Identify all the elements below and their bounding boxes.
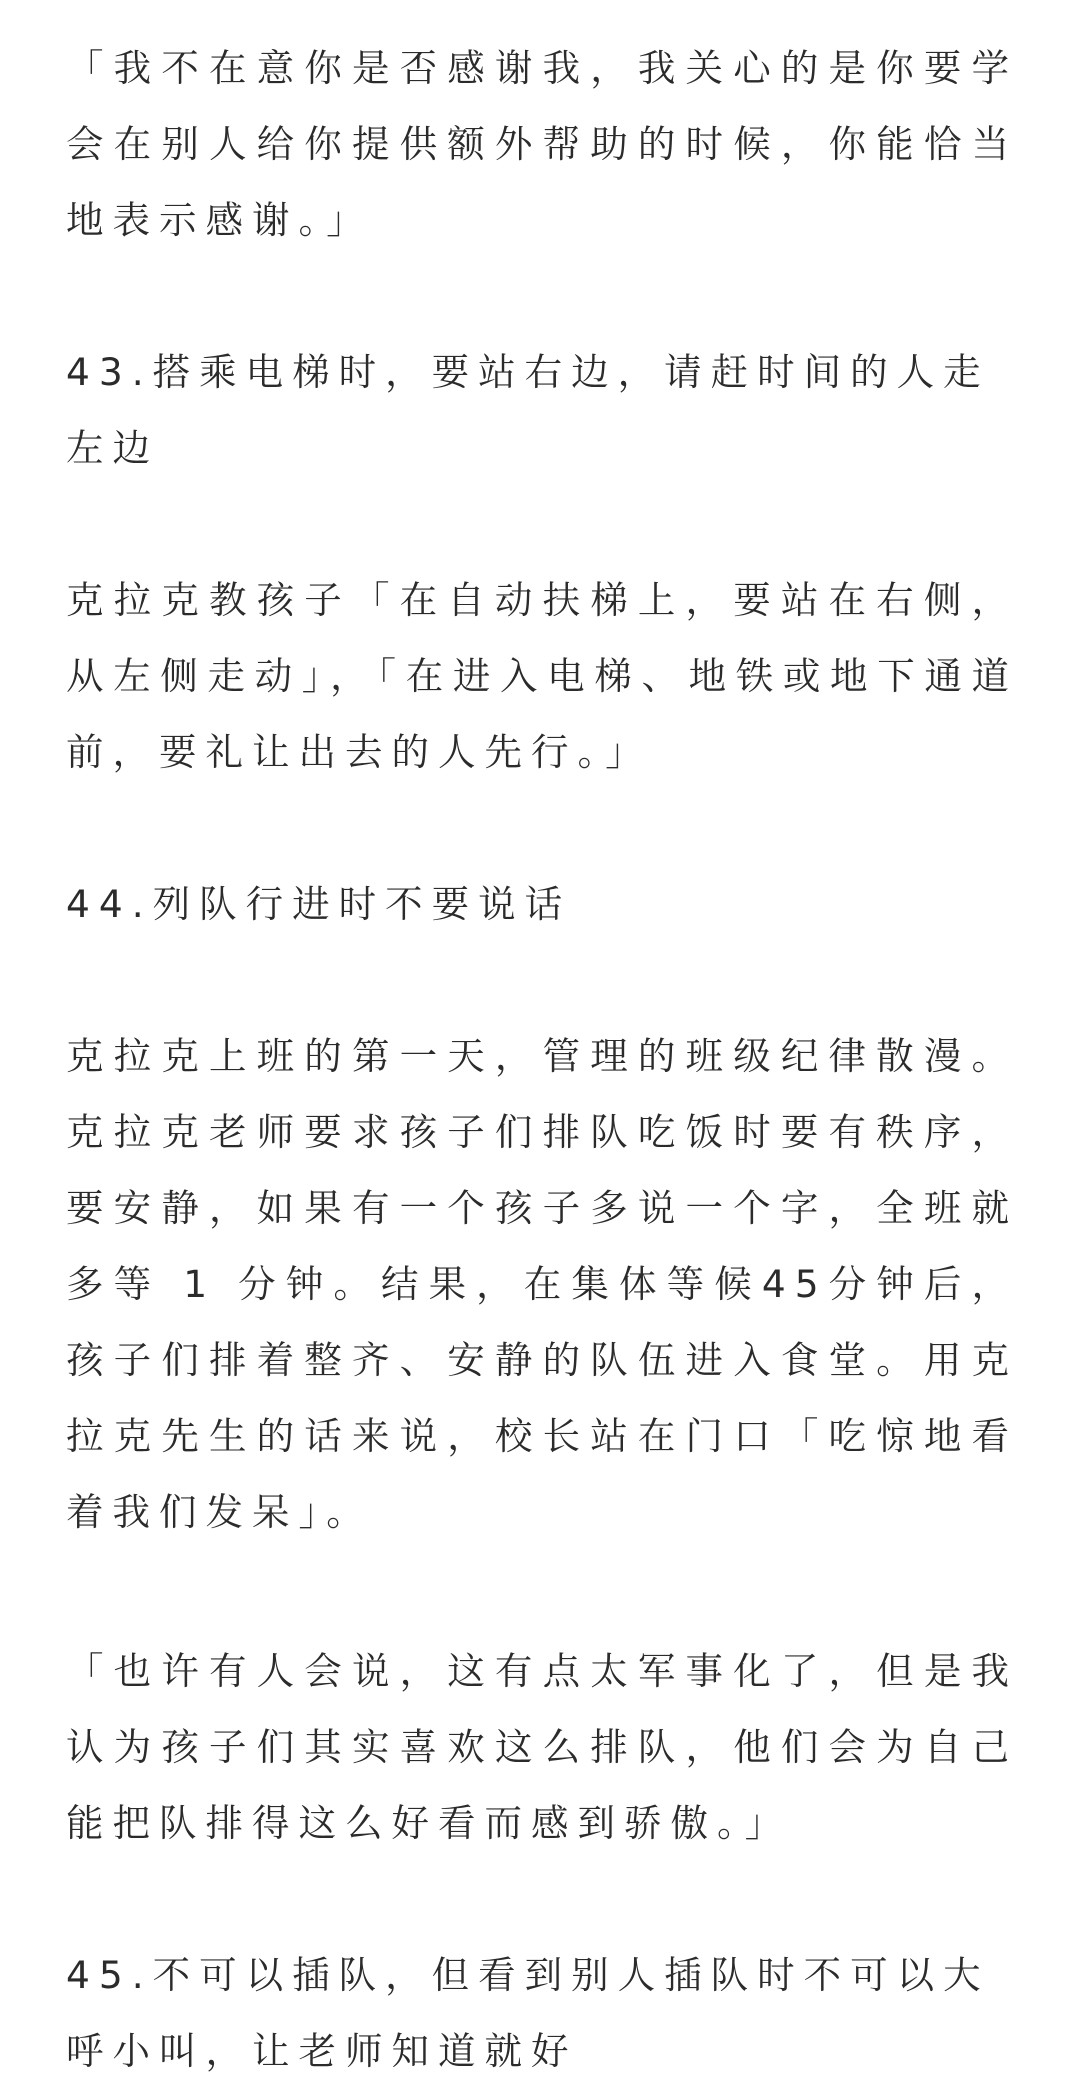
- spacer: [66, 258, 1018, 334]
- spacer: [66, 790, 1018, 866]
- line-up-story-paragraph: 克拉克上班的第一天，管理的班级纪律散漫。克拉克老师要求孩子们排队吃饭时要有秩序，要安静，如果有一个孩子多说一个字，全班就多等 1 分钟。结果，在集体等候45分钟后，孩子们排着整齐、安静的队伍进入食堂。用克拉克先生的话来说，校长站在门口「吃惊地看着我们发呆」。: [66, 1034, 1018, 1534]
- spacer: [66, 486, 1018, 562]
- rule-44-heading: 44.列队行进时不要说话: [66, 882, 572, 926]
- spacer: [66, 942, 1018, 1018]
- spacer: [66, 1550, 1018, 1633]
- thanks-quote-paragraph: 「我不在意你是否感谢我，我关心的是你要学会在别人给你提供额外帮助的时候，你能恰当地表示感谢。」: [66, 46, 1018, 242]
- rule-45-heading: 45.不可以插队，但看到别人插队时不可以大呼小叫，让老师知道就好: [66, 1953, 990, 2073]
- rule-43-heading: 43.搭乘电梯时，要站右边，请赶时间的人走左边: [66, 350, 990, 470]
- spacer: [66, 1861, 1018, 1937]
- military-quote-paragraph: 「也许有人会说，这有点太军事化了，但是我认为孩子们其实喜欢这么排队，他们会为自己能把队排得这么好看而感到骄傲。」: [66, 1649, 1018, 1845]
- elevator-paragraph: 克拉克教孩子「在自动扶梯上，要站在右侧，从左侧走动」，「在进入电梯、地铁或地下通道前，要礼让出去的人先行。」: [66, 578, 1018, 774]
- article-body: [66, 30, 1018, 2089]
